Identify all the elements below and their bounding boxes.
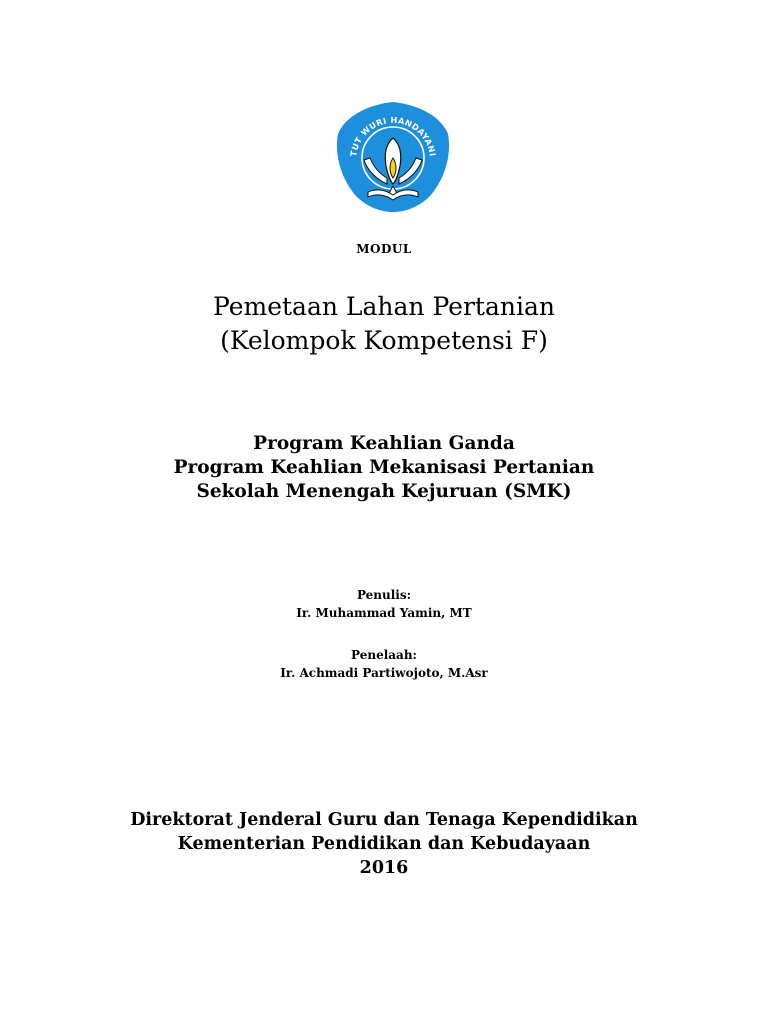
title-line-1: Pemetaan Lahan Pertanian — [213, 292, 555, 321]
reviewer-name: Ir. Achmadi Partiwojoto, M.Asr — [280, 666, 488, 680]
author-label: Penulis: — [356, 588, 412, 602]
publisher-line-2: Kementerian Pendidikan dan Kebudayaan — [177, 834, 591, 854]
publisher-block — [0, 808, 768, 880]
publication-year: 2016 — [359, 858, 409, 878]
author-name: Ir. Muhammad Yamin, MT — [296, 606, 472, 620]
publisher-line-1: Direktorat Jenderal Guru dan Tenaga Kependidikan — [130, 810, 638, 830]
tut-wuri-handayani-logo — [334, 100, 452, 214]
document-title — [0, 290, 768, 358]
document-type-label: MODUL — [356, 242, 412, 256]
reviewer-label: Penelaah: — [351, 648, 417, 662]
program-line-2: Program Keahlian Mekanisasi Pertanian — [173, 457, 595, 478]
program-line-1: Program Keahlian Ganda — [253, 433, 515, 454]
title-line-2: (Kelompok Kompetensi F) — [220, 326, 548, 355]
program-info — [0, 432, 768, 504]
reviewer-block — [0, 646, 768, 682]
logo-flame — [390, 158, 396, 178]
author-block — [0, 586, 768, 622]
program-line-3: Sekolah Menengah Kejuruan (SMK) — [196, 481, 572, 502]
logo-motto-text: TUT WURI HANDAYANI — [348, 114, 438, 158]
